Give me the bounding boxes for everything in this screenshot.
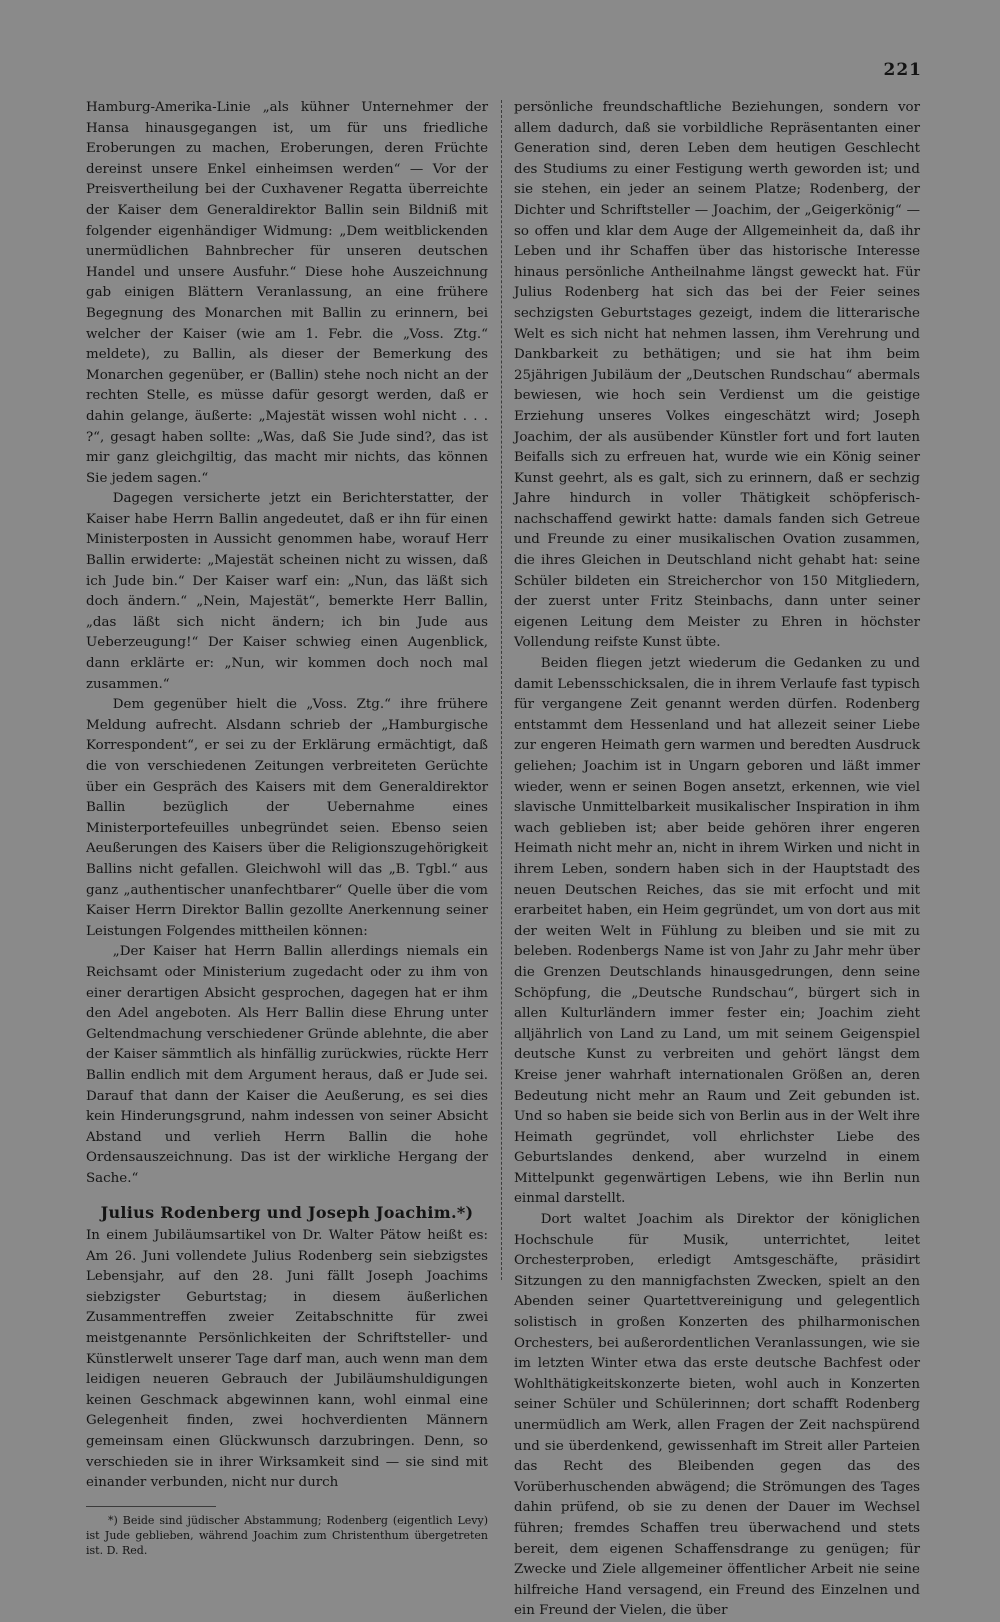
paragraph: In einem Jubiläumsartikel von Dr. Walter Pätow heißt es: Am 26. Juni vollendete Julius Rodenberg sein siebzigstes Lebensjahr, auf den 28. Juni fällt Joseph Joachims siebzigster Geburtstag; in diesem äußerlichen Zusammentreffen zweier Zeitabschnitte für zwei meistgenannte Persönlichkeiten der Schriftsteller- und Künstlerwelt unserer Tage darf man, auch wenn man dem leidigen neueren Gebrauch der Jubiläumshuldigungen keinen Geschmack abgewinnen kann, wohl einmal eine Gelegenheit finden, zwei hochverdienten Männern gemeinsam einen Glückwunsch darzubringen. Denn, so verschieden sie in ihrer Wirksamkeit sind — sie sind mit einander verbunden, nicht nur durch	[86, 1228, 488, 1491]
footnote-divider	[86, 1506, 216, 1507]
paragraph: persönliche freundschaftliche Beziehungen, sondern vor allem dadurch, daß sie vorbildliche Repräsentanten einer Generation sind, deren Leben dem heutigen Geschlecht des Studiums zu einer Festigung werth geworden ist; und sie stehen, ein jeder an seinem Platze; Rodenberg, der Dichter und Schriftsteller — Joachim, der „Geigerkönig“ — so offen und klar dem Auge der Allgemeinheit da, daß ihr Leben und ihr Schaffen über das historische Interesse hinaus persönliche Antheilnahme längst geweckt hat. Für Julius Rodenberg hat sich das bei der Feier seines sechzigsten Geburtstages gezeigt, indem die litterarische Welt es sich nicht hat nehmen lassen, ihm Verehrung und Dankbarkeit zu bethätigen; und sie hat ihm beim 25jährigen Jubiläum der „Deutschen Rundschau“ abermals bewiesen, wie hoch sein Verdienst um die geistige Erziehung unseres Volkes eingeschätzt wird; Joseph Joachim, der als ausübender Künstler fort und fort lauten Beifalls sich zu erfreuen hat, wurde wie ein König seiner Kunst geehrt, als es galt, sich zu erinnern, daß er sechzig Jahre hindurch in voller Thätigkeit schöpferisch-nachschaffend gewirkt hatte: damals fanden sich Getreue und Freunde zu einer musikalischen Ovation zusammen, die ihres Gleichen in Deutschland nicht gehabt hat: seine Schüler bildeten ein Streicherchor von 150 Mitgliedern, der zuerst unter Fritz Steinbachs, dann unter seiner eigenen Leitung dem Meister zu Ehren in höchster Vollendung reifste Kunst übte.	[514, 100, 920, 651]
right-column	[514, 98, 920, 1622]
paragraph: Dagegen versicherte jetzt ein Berichterstatter, der Kaiser habe Herrn Ballin angedeutet, daß er ihn für einen Ministerposten in Aussicht genommen habe, worauf Herr Ballin erwiderte: „Majestät scheinen nicht zu wissen, daß ich Jude bin.“ Der Kaiser warf ein: „Nun, das läßt sich doch ändern.“ „Nein, Majestät“, bemerkte Herr Ballin, „das läßt sich nicht ändern; ich bin Jude aus Ueberzeugung!“ Der Kaiser schwieg einen Augenblick, dann erklärte er: „Nun, wir kommen doch noch mal zusammen.“	[86, 491, 488, 692]
left-column	[86, 98, 488, 1558]
paragraph: Dort waltet Joachim als Direktor der königlichen Hochschule für Musik, unterrichtet, leitet Orchesterproben, erledigt Amtsgeschäfte, präsidirt Sitzungen zu den mannigfachsten Zwecken, spielt an den Abenden seiner Quartettvereinigung und gelegentlich solistisch in großen Konzerten des philharmonischen Orchesters, bei außerordentlichen Veranlassungen, wie sie im letzten Winter etwa das erste deutsche Bachfest oder Wohlthätigkeitskonzerte bieten, wohl auch in Konzerten seiner Schüler und Schülerinnen; dort schafft Rodenberg unermüdlich am Werk, allen Fragen der Zeit nachspürend und sie überdenkend, gewissenhaft im Streit aller Parteien das Recht des Bleibenden gegen das des Vorüberhuschenden abwägend; die Strömungen des Tages dahin prüfend, ob sie zu denen der Dauer im Wechsel führen; fremdes Schaffen treu überwachend und stets bereit, dem eigenen Schaffensdrange zu genügen; für Zwecke und Ziele allgemeiner öffentlicher Arbeit nie seine hilfreiche Hand versagend, ein Freund des Einzelnen und ein Freund der Vielen, die über	[514, 1212, 920, 1619]
page-number: 221	[883, 60, 922, 80]
quote-paragraph: „Der Kaiser hat Herrn Ballin allerdings niemals ein Reichsamt oder Ministerium zugedacht oder zu ihm von einer derartigen Absicht gesprochen, dagegen hat er ihm den Adel angeboten. Als Herr Ballin diese Ehrung unter Geltendmachung verschiedener Gründe ablehnte, die aber der Kaiser sämmtlich als hinfällig zurückwies, rückte Herr Ballin endlich mit dem Argument heraus, daß er Jude sei. Darauf that dann der Kaiser die Aeußerung, es sei dies kein Hinderungsgrund, nahm indessen von seiner Absicht Abstand und verlieh Herrn Ballin die hohe Ordensauszeichnung. Das ist der wirkliche Hergang der Sache.“	[86, 944, 488, 1186]
footnote: *) Beide sind jüdischer Abstammung; Rodenberg (eigentlich Levy) ist Jude geblieben, während Joachim zum Christenthum übergetreten ist. D. Red.	[86, 1513, 488, 1557]
paragraph: Beiden fliegen jetzt wiederum die Gedanken zu und damit Lebensschicksalen, die in ihrem Verlaufe fast typisch für vergangene Zeit genannt werden dürfen. Rodenberg entstammt dem Hessenland und hat allezeit seiner Liebe zur engeren Heimath gern warmen und beredten Ausdruck geliehen; Joachim ist in Ungarn geboren und läßt immer wieder, wenn er seinen Bogen ansetzt, erkennen, wie viel slavische Unmittelbarkeit musikalischer Inspiration in ihm wach geblieben ist; aber beide gehören ihrer engeren Heimath nicht mehr an, nicht in ihrem Wirken und nicht in ihrem Leben, sondern haben sich in der Hauptstadt des neuen Deutschen Reiches, das sie mit erfocht und mit erarbeitet haben, ein Heim gegründet, um von dort aus mit der weiten Welt in Fühlung zu bleiben und sie mit zu beleben. Rodenbergs Name ist von Jahr zu Jahr mehr über die Grenzen Deutschlands hinausgedrungen, denn seine Schöpfung, die „Deutsche Rundschau“, bürgert sich in allen Kulturländern immer fester ein; Joachim zieht alljährlich von Land zu Land, um mit seinem Geigenspiel deutsche Kunst zu verbreiten und gehört längst dem Kreise jener wahrhaft internationalen Größen an, deren Bedeutung nicht mehr an Raum und Zeit gebunden ist. Und so haben sie beide sich von Berlin aus in der Welt ihre Heimath gegründet, voll ehrlichster Liebe des Geburtslandes denkend, aber wurzelnd in einem Mittelpunkt gegenwärtigen Lebens, wie ihn Berlin nun einmal darstellt.	[514, 656, 920, 1207]
paragraph: Hamburg-Amerika-Linie „als kühner Unternehmer der Hansa hinausgegangen ist, um für uns friedliche Eroberungen zu machen, Eroberungen, deren Früchte dereinst unsere Enkel einheimsen werden“ — Vor der Preisvertheilung bei der Cuxhavener Regatta überreichte der Kaiser dem Generaldirektor Ballin sein Bildniß mit folgender eigenhändiger Widmung: „Dem weitblickenden unermüdlichen Bahnbrecher für unseren deutschen Handel und unsere Ausfuhr.“ Diese hohe Auszeichnung gab einigen Blättern Veranlassung, an eine frühere Begegnung des Monarchen mit Ballin zu erinnern, bei welcher der Kaiser (wie am 1. Febr. die „Voss. Ztg.“ meldete), zu Ballin, als dieser der Bemerkung des Monarchen gegenüber, er (Ballin) stehe noch nicht an der rechten Stelle, es müsse dafür gesorgt werden, daß er dahin gelange, äußerte: „Majestät wissen wohl nicht . . . ?“, gesagt haben sollte: „Was, daß Sie Jude sind?, das ist mir ganz gleichgiltig, das macht mir nichts, das können Sie jedem sagen.“	[86, 100, 488, 486]
column-divider	[501, 100, 502, 1280]
article-heading: Julius Rodenberg und Joseph Joachim.*)	[100, 1203, 474, 1223]
paragraph: Dem gegenüber hielt die „Voss. Ztg.“ ihre frühere Meldung aufrecht. Alsdann schrieb der „Hamburgische Korrespondent“, er sei zu der Erklärung ermächtigt, daß die von verschiedenen Zeitungen verbreiteten Gerüchte über ein Gespräch des Kaisers mit dem Generaldirektor Ballin bezüglich der Uebernahme eines Ministerportefeuilles unbegründet seien. Ebenso seien Aeußerungen des Kaisers über die Religionszugehörigkeit Ballins nicht gefallen. Gleichwohl will das „B. Tgbl.“ aus ganz „authentischer unanfechtbarer“ Quelle über die vom Kaiser Herrn Direktor Ballin gezollte Anerkennung seiner Leistungen Folgendes mittheilen können:	[86, 697, 488, 939]
